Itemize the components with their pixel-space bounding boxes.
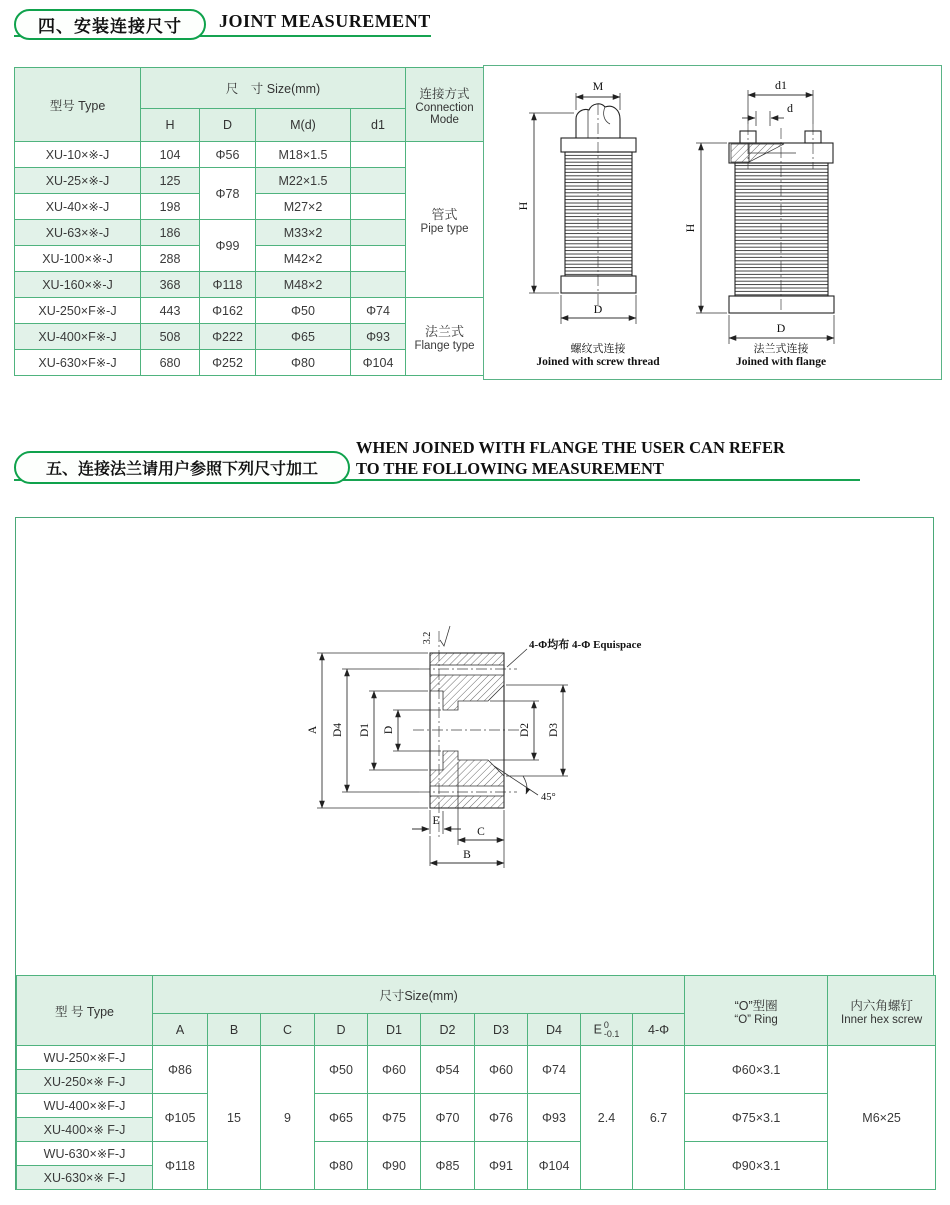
dim-label-h: H xyxy=(516,201,530,211)
cell-c: 9 xyxy=(261,1046,315,1190)
column-header-d: D xyxy=(315,1014,368,1046)
section5-title xyxy=(356,437,896,479)
cell-d3: Φ60 xyxy=(475,1046,528,1094)
cell-h: 368 xyxy=(141,272,200,298)
cell-d1: Φ74 xyxy=(351,298,406,324)
cell-d1 xyxy=(351,220,406,246)
cell-h: 186 xyxy=(141,220,200,246)
section5-title-line1: WHEN JOINED WITH FLANGE THE USER CAN REFER xyxy=(356,438,785,457)
cell-oring: Φ75×3.1 xyxy=(685,1094,828,1142)
cell-model: WU-250×※F-J xyxy=(17,1046,153,1070)
cell-connection-flange xyxy=(406,298,484,376)
cell-model: XU-250×※ F-J xyxy=(17,1070,153,1094)
cell-h: 508 xyxy=(141,324,200,350)
cell-md: Φ65 xyxy=(256,324,351,350)
column-header-h: H xyxy=(141,109,200,142)
cell-d4: Φ104 xyxy=(528,1142,581,1190)
dim-label-d1: D1 xyxy=(359,722,371,738)
column-header-c: C xyxy=(261,1014,315,1046)
hex-header-zh: 内六角螺钉 xyxy=(850,998,913,1013)
dim-label-c: C xyxy=(477,826,485,838)
cell-d1 xyxy=(351,142,406,168)
cell-md: M33×2 xyxy=(256,220,351,246)
cell-d1 xyxy=(351,272,406,298)
dim-label-big-d: D xyxy=(776,321,786,335)
column-header-e xyxy=(581,1014,633,1046)
cell-model: XU-400×F※-J xyxy=(15,324,141,350)
dim-label-b: B xyxy=(463,849,471,861)
cell-connection-pipe xyxy=(406,142,484,298)
flange-section-box xyxy=(15,517,934,1190)
column-header-b: B xyxy=(208,1014,261,1046)
flange-cross-section-drawing xyxy=(291,618,671,908)
cell-model: XU-630×※ F-J xyxy=(17,1166,153,1190)
flange-caption-en: Joined with flange xyxy=(735,356,827,368)
cell-d: Φ162 xyxy=(200,298,256,324)
cell-model: XU-63×※-J xyxy=(15,220,141,246)
column-header-size: 尺寸Size(mm) xyxy=(153,976,685,1014)
cell-d4: Φ74 xyxy=(528,1046,581,1094)
dim-label-m: M xyxy=(592,79,604,93)
cell-d: Φ50 xyxy=(315,1046,368,1094)
oring-header-zh: “O”型圈 xyxy=(734,998,778,1013)
column-header-size: 尺 寸 Size(mm) xyxy=(141,68,406,109)
flange-connection-drawing xyxy=(683,78,834,368)
dim-label-a: A xyxy=(307,725,319,735)
column-header-d1: D1 xyxy=(368,1014,421,1046)
table-row xyxy=(17,1094,936,1118)
cell-h: 288 xyxy=(141,246,200,272)
dim-label-d1: d1 xyxy=(775,78,787,92)
cell-md: Φ50 xyxy=(256,298,351,324)
connection-drawings xyxy=(484,66,941,379)
column-header-type: 型号 Type xyxy=(15,68,141,142)
column-header-type: 型 号 Type xyxy=(17,976,153,1046)
cell-d1 xyxy=(351,194,406,220)
cell-b: 15 xyxy=(208,1046,261,1190)
cell-h: 680 xyxy=(141,350,200,376)
cell-d: Φ56 xyxy=(200,142,256,168)
cell-md: M42×2 xyxy=(256,246,351,272)
connection-header-en2: Mode xyxy=(430,113,459,126)
cell-d2: Φ54 xyxy=(421,1046,475,1094)
flange-type-zh: 法兰式 xyxy=(425,324,465,339)
pipe-type-en: Pipe type xyxy=(420,223,469,235)
cell-d: Φ65 xyxy=(315,1094,368,1142)
dim-label-d-small: d xyxy=(787,101,793,115)
cell-d1: Φ75 xyxy=(368,1094,421,1142)
flange-dimension-table xyxy=(16,975,936,1190)
cell-h: 198 xyxy=(141,194,200,220)
column-header-d1: d1 xyxy=(351,109,406,142)
cell-oring: Φ60×3.1 xyxy=(685,1046,828,1094)
connection-drawings-panel xyxy=(483,65,942,380)
table-row xyxy=(15,298,484,324)
cell-d4: Φ93 xyxy=(528,1094,581,1142)
roughness-label: 3.2 xyxy=(422,631,433,645)
dim-label-d: D xyxy=(383,725,395,735)
table-row xyxy=(15,142,484,168)
column-header-d4: D4 xyxy=(528,1014,581,1046)
connection-header-zh: 连接方式 xyxy=(419,86,470,101)
cell-model: XU-25×※-J xyxy=(15,168,141,194)
column-header-d: D xyxy=(200,109,256,142)
cell-model: XU-250×F※-J xyxy=(15,298,141,324)
screw-caption-zh: 螺纹式连接 xyxy=(570,343,626,355)
cell-a: Φ118 xyxy=(153,1142,208,1190)
cell-md: M27×2 xyxy=(256,194,351,220)
cell-d3: Φ91 xyxy=(475,1142,528,1190)
table-row xyxy=(17,1142,936,1166)
cell-model: XU-630×F※-J xyxy=(15,350,141,376)
joint-measurement-table xyxy=(14,67,484,376)
cell-model: XU-400×※ F-J xyxy=(17,1118,153,1142)
cell-d: Φ252 xyxy=(200,350,256,376)
cell-d1: Φ60 xyxy=(368,1046,421,1094)
dim-label-d: D xyxy=(593,302,603,316)
dim-label-d2: D2 xyxy=(519,722,531,738)
cell-d2: Φ70 xyxy=(421,1094,475,1142)
column-header-4phi: 4-Φ xyxy=(633,1014,685,1046)
cell-model: XU-160×※-J xyxy=(15,272,141,298)
section5-pill-label: 五、连接法兰请用户参照下列尺寸加工 xyxy=(45,461,318,478)
cell-d1: Φ104 xyxy=(351,350,406,376)
flange-type-en: Flange type xyxy=(414,340,475,352)
screw-caption-en: Joined with screw thread xyxy=(536,356,660,368)
column-header-connection xyxy=(406,68,484,142)
cell-d1 xyxy=(351,246,406,272)
cell-h: 443 xyxy=(141,298,200,324)
dim-label-h: H xyxy=(683,223,697,233)
cell-d3: Φ76 xyxy=(475,1094,528,1142)
cell-d: Φ222 xyxy=(200,324,256,350)
cell-d1: Φ93 xyxy=(351,324,406,350)
cell-model: XU-40×※-J xyxy=(15,194,141,220)
cell-e: 2.4 xyxy=(581,1046,633,1190)
cell-md: M18×1.5 xyxy=(256,142,351,168)
cell-a: Φ105 xyxy=(153,1094,208,1142)
cell-md: Φ80 xyxy=(256,350,351,376)
section5-title-line2: TO THE FOLLOWING MEASUREMENT xyxy=(356,459,664,478)
dim-label-e: E xyxy=(432,815,440,827)
column-header-hex-screw xyxy=(828,976,936,1046)
dim-label-d4: D4 xyxy=(332,722,344,738)
cell-model: XU-100×※-J xyxy=(15,246,141,272)
section5-pill xyxy=(14,451,350,484)
cell-4phi: 6.7 xyxy=(633,1046,685,1190)
cell-d: Φ99 xyxy=(200,220,256,272)
cell-h: 125 xyxy=(141,168,200,194)
chamfer-angle-label: 45° xyxy=(541,792,556,803)
cell-a: Φ86 xyxy=(153,1046,208,1094)
cell-hex-screw: M6×25 xyxy=(828,1046,936,1190)
e-tolerance: 0 -0.1 xyxy=(603,1019,620,1039)
section4-pill-label: 四、安装连接尺寸 xyxy=(38,17,182,36)
connection-header-en1: Connection xyxy=(415,101,474,114)
cell-h: 104 xyxy=(141,142,200,168)
column-header-d3: D3 xyxy=(475,1014,528,1046)
cell-model: WU-630×※F-J xyxy=(17,1142,153,1166)
cell-d: Φ78 xyxy=(200,168,256,220)
cell-md: M48×2 xyxy=(256,272,351,298)
column-header-md: M(d) xyxy=(256,109,351,142)
section4-title: JOINT MEASUREMENT xyxy=(219,11,431,31)
cell-d1: Φ90 xyxy=(368,1142,421,1190)
section4-pill xyxy=(14,9,206,40)
table-row xyxy=(17,1046,936,1070)
e-label: E xyxy=(593,1021,602,1036)
screw-connection-drawing xyxy=(516,79,660,368)
oring-header-en: “O” Ring xyxy=(734,1013,778,1026)
cell-oring: Φ90×3.1 xyxy=(685,1142,828,1190)
flange-caption-zh: 法兰式连接 xyxy=(753,343,809,355)
cell-d: Φ80 xyxy=(315,1142,368,1190)
column-header-d2: D2 xyxy=(421,1014,475,1046)
column-header-oring xyxy=(685,976,828,1046)
equispace-label: 4-Φ均布 4-Φ Equispace xyxy=(529,639,642,651)
column-header-a: A xyxy=(153,1014,208,1046)
dim-label-d3: D3 xyxy=(548,722,560,738)
hex-header-en: Inner hex screw xyxy=(841,1013,923,1026)
cell-model: WU-400×※F-J xyxy=(17,1094,153,1118)
cell-model: XU-10×※-J xyxy=(15,142,141,168)
cell-d2: Φ85 xyxy=(421,1142,475,1190)
cell-d1 xyxy=(351,168,406,194)
pipe-type-zh: 管式 xyxy=(431,207,458,222)
cell-d: Φ118 xyxy=(200,272,256,298)
cell-md: M22×1.5 xyxy=(256,168,351,194)
